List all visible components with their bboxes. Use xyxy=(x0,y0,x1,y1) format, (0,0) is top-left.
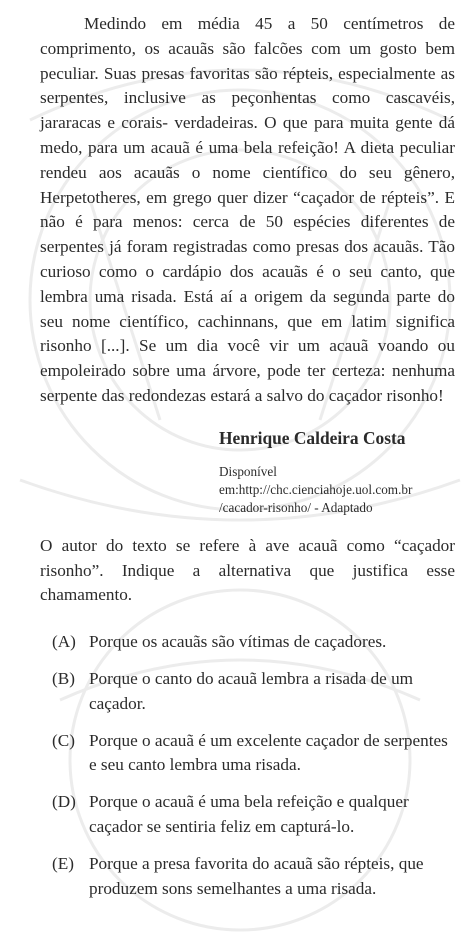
option-d[interactable] xyxy=(40,790,455,840)
option-b[interactable] xyxy=(40,667,455,717)
reading-passage: Medindo em média 45 a 50 centímetros de comprimento, os acauãs são falcões com um gosto bem peculiar. Suas presas favoritas são répteis, especialmente as serpentes, inclusive as peçonhentas como cascavéis, jararacas e corais- verdadeiras. O que para muita gente dá medo, para um acauã é uma bela refeição! A dieta peculiar rendeu aos acauãs o nome científico do seu gênero, Herpetotheres, em grego quer dizer “caçador de répteis”. E não é para menos: cerca de 50 espécies diferentes de serpentes já foram registradas como presas dos acauãs. Tão curioso como o cardápio dos acauãs é o seu canto, que lembra uma risada. Está aí a origem da segunda parte do seu nome científico, cachinnans, que em latim significa risonho [...]. Se um dia você vir um acauã voando ou empoleirado sobre uma árvore, pode ter certeza: nenhuma serpente das redondezas estará a salvo do caçador risonho! xyxy=(40,14,455,405)
option-letter: (E) xyxy=(52,853,74,873)
option-text: Porque a presa favorita do acauã são répteis, que produzem sons semelhantes a uma risada. xyxy=(89,853,424,898)
question-prompt: O autor do texto se refere à ave acauã como “caçador risonho”. Indique a alternativa que justifica esse chamamento. xyxy=(40,535,455,605)
option-text: Porque o canto do acauã lembra a risada de um caçador. xyxy=(89,668,414,713)
source-line-3: /cacador-risonho/ - Adaptado xyxy=(219,499,373,515)
option-a[interactable] xyxy=(40,630,455,655)
option-c[interactable] xyxy=(40,729,455,779)
option-text: Porque os acauãs são vítimas de caçadores. xyxy=(89,632,387,652)
option-e[interactable] xyxy=(40,852,455,902)
answer-options xyxy=(40,630,455,901)
passage-source xyxy=(219,463,459,517)
option-letter: (A) xyxy=(52,632,76,652)
option-text: Porque o acauã é uma bela refeição e qualquer caçador se sentiria feliz em capturá-lo. xyxy=(89,792,409,836)
option-text: Porque o acauã é um excelente caçador de serpentes e seu canto lembra uma risada. xyxy=(89,730,448,775)
source-line-1: Disponível xyxy=(219,463,277,479)
option-letter: (D) xyxy=(52,792,76,812)
option-letter: (B) xyxy=(52,668,75,688)
option-letter: (C) xyxy=(52,730,75,750)
source-line-2: em:http://chc.cienciahoje.uol.com.br xyxy=(219,481,413,497)
passage-author: Henrique Caldeira Costa xyxy=(219,427,406,448)
